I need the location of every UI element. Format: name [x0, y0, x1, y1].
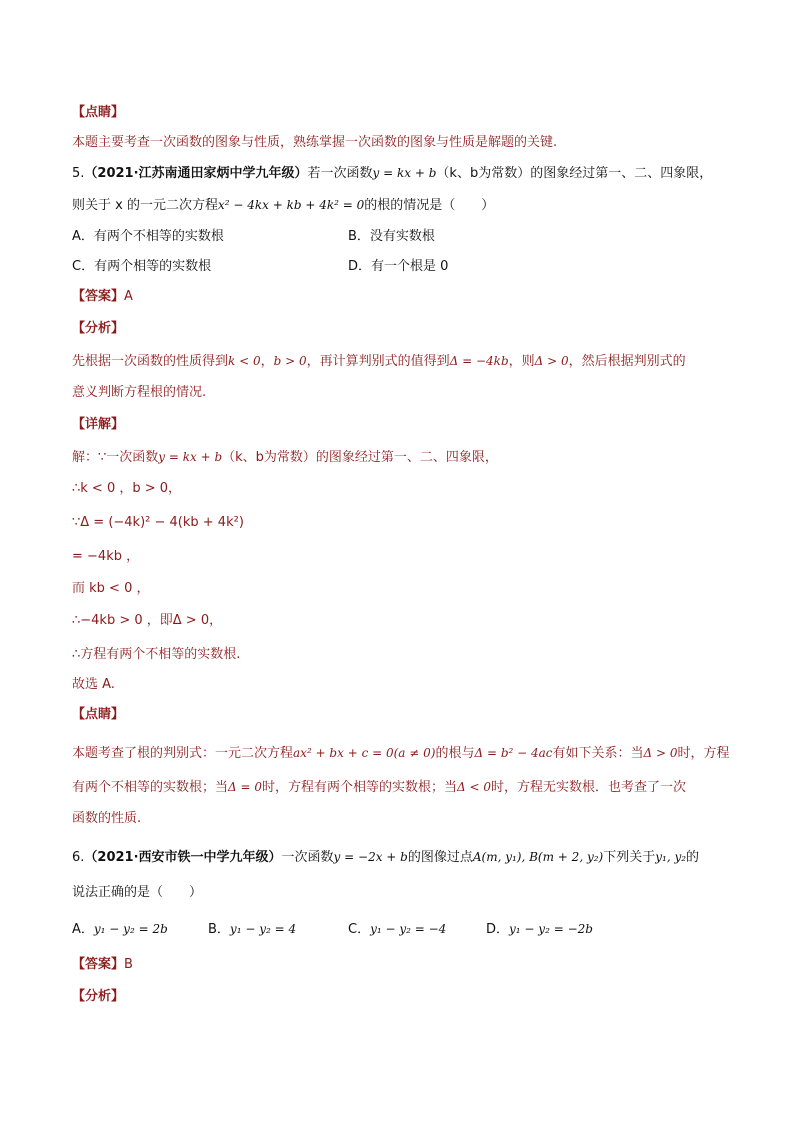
math-inline: b > 0 [273, 354, 307, 368]
point-text: 时，方程无实数根．也考查了一次 [491, 780, 687, 795]
option-expression: y₁ − y₂ = −4 [370, 922, 447, 936]
point-text: 有两个不相等的实数根；当 [72, 780, 229, 795]
math-inline: Δ < 0 [457, 780, 491, 794]
option-letter: D． [486, 922, 510, 937]
option-d[interactable]: D．有一个根是 0 [348, 259, 449, 274]
option-expression: y₁ − y₂ = 4 [229, 922, 297, 936]
stem-text: 下列关于 [603, 850, 656, 865]
option-letter: B． [208, 922, 230, 937]
points-expression: A(m, y₁), B(m + 2, y₂) [472, 850, 604, 864]
detail-text: 解：∵一次函数 [72, 450, 159, 465]
math-inline: k < 0 [228, 354, 261, 368]
detail-line5: 而 kb < 0 ， [72, 581, 150, 596]
analysis-text: ，则 [508, 354, 535, 369]
answer-value: A [124, 289, 133, 304]
section-heading-point: 【点睛】 [72, 105, 125, 120]
detail-line4: = −4kb ， [72, 549, 140, 564]
math-inline: Δ = −4kb [449, 354, 509, 368]
detail-text: （k、b为常数）的图象经过第一、二、四象限， [222, 450, 498, 465]
section-heading-analysis-q6: 【分析】 [72, 989, 125, 1004]
equation: x² − 4kx + kb + 4k² = 0 [217, 198, 365, 212]
detail-line2: ∴k < 0 ，b > 0， [72, 481, 182, 496]
question-number: 5. [72, 166, 85, 181]
question-source: （2021·江苏南通田家炳中学九年级） [84, 166, 308, 181]
detail-line7: ∴方程有两个不相等的实数根. [72, 647, 241, 662]
option-expression: y₁ − y₂ = −2b [509, 922, 593, 936]
math-inline: Δ = b² − 4ac [474, 746, 553, 760]
analysis-text: ，然后根据判别式的 [568, 354, 686, 369]
question-6-stem [72, 848, 734, 867]
option-b[interactable] [208, 920, 296, 939]
option-a[interactable]: A．有两个不相等的实数根 [72, 229, 224, 244]
stem-text: 一次函数 [281, 850, 334, 865]
point-text: 的根与 [435, 746, 475, 761]
stem-text: 若一次函数 [307, 166, 373, 181]
point-line1 [72, 744, 734, 763]
question-5-stem [72, 164, 734, 183]
variables-expression: y₁, y₂ [655, 850, 687, 864]
analysis-text: ， [260, 354, 274, 369]
detail-line8: 故选 A. [72, 677, 115, 692]
math-inline: Δ > 0 [643, 746, 678, 760]
point-text: 本题考查了根的判别式：一元二次方程 [72, 746, 294, 761]
analysis-line2: 意义判断方程根的情况. [72, 385, 207, 400]
math-inline: Δ = 0 [228, 780, 262, 794]
question-5-options-row2 [72, 258, 734, 276]
math-inline: Δ > 0 [534, 354, 569, 368]
option-letter: A． [72, 922, 94, 937]
option-a[interactable] [72, 920, 168, 939]
section-heading-point-2: 【点睛】 [72, 707, 125, 722]
question-5-stem-line2 [72, 196, 734, 215]
option-c[interactable] [348, 920, 446, 939]
answer-value: B [124, 957, 133, 972]
stem-text: 则关于 x 的一元二次方程 [72, 198, 218, 213]
point-text: 时，方程 [677, 746, 730, 761]
function-expression: y = kx + b [372, 166, 437, 180]
question-6-options [72, 920, 734, 938]
option-letter: C． [348, 922, 371, 937]
question-6-stem-line2: 说法正确的是（ ） [72, 885, 203, 900]
option-expression: y₁ − y₂ = 2b [93, 922, 168, 936]
stem-text: 的根的情况是（ ） [364, 198, 495, 213]
option-d[interactable] [486, 920, 593, 939]
point-text: 有如下关系：当 [552, 746, 644, 761]
section-heading-analysis: 【分析】 [72, 321, 125, 336]
option-b[interactable]: B．没有实数根 [348, 229, 435, 244]
point-text: 时，方程有两个相等的实数根；当 [262, 780, 458, 795]
analysis-line1 [72, 352, 734, 371]
detail-line1 [72, 448, 734, 467]
answer-line-q6 [72, 956, 734, 974]
stem-text: 的 [686, 850, 700, 865]
point-line3: 函数的性质. [72, 811, 142, 826]
question-5-options-row1 [72, 228, 734, 246]
answer-tag: 【答案】 [72, 957, 125, 972]
analysis-text: 先根据一次函数的性质得到 [72, 354, 229, 369]
math-inline: y = kx + b [158, 450, 223, 464]
point-line2 [72, 778, 734, 797]
detail-line6: ∴−4kb > 0 ，即Δ > 0， [72, 613, 223, 628]
question-source: （2021·西安市铁一中学九年级） [84, 850, 282, 865]
function-expression: y = −2x + b [333, 850, 408, 864]
section-heading-detail: 【详解】 [72, 417, 125, 432]
answer-line [72, 288, 734, 306]
detail-line3: ∵Δ = (−4k)² − 4(kb + 4k²) [72, 515, 244, 530]
analysis-text: ，再计算判别式的值得到 [306, 354, 450, 369]
question-number: 6. [72, 850, 85, 865]
math-inline: ax² + bx + c = 0(a ≠ 0) [293, 746, 436, 760]
answer-tag: 【答案】 [72, 289, 125, 304]
stem-text: （k、b为常数）的图象经过第一、二、四象限， [436, 166, 713, 181]
stem-text: 的图像过点 [407, 850, 473, 865]
option-c[interactable]: C．有两个相等的实数根 [72, 259, 212, 274]
point-text: 本题主要考查一次函数的图象与性质，熟练掌握一次函数的图象与性质是解题的关键. [72, 135, 558, 150]
